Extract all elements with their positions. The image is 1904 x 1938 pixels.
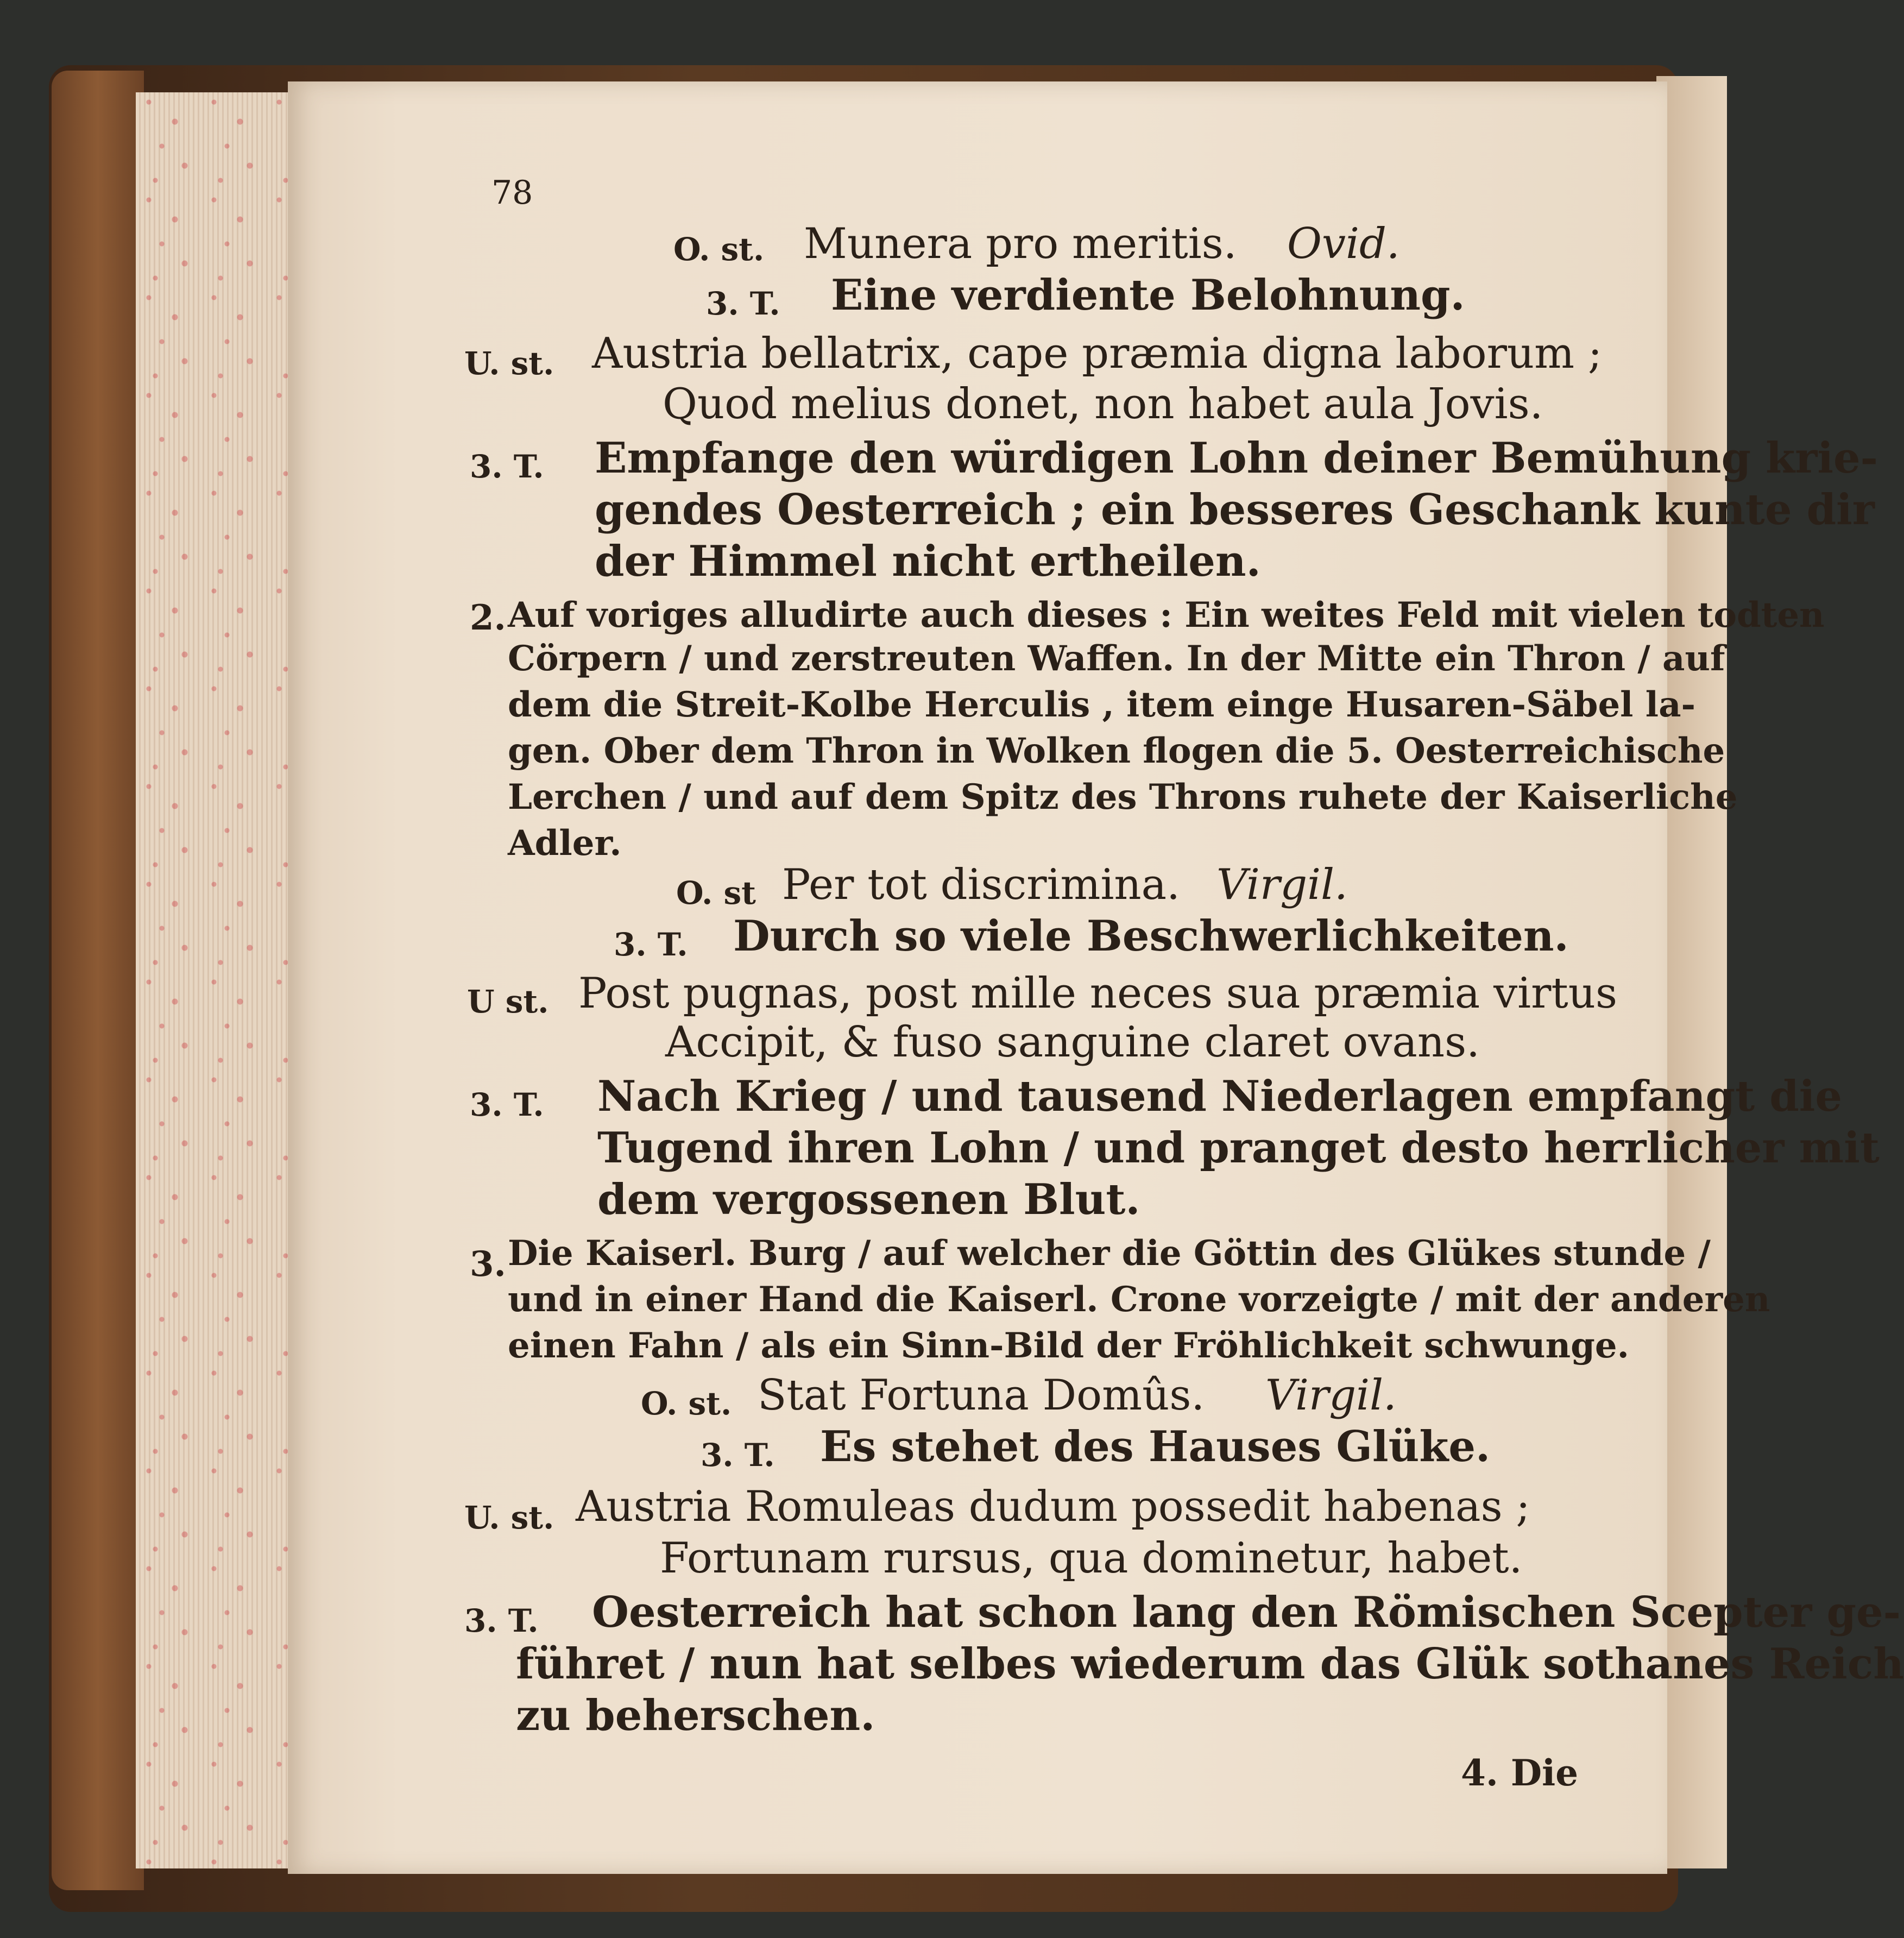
motto-label: O. st. bbox=[641, 1385, 732, 1422]
translation-text: Es stehet des Hauses Glüke. bbox=[820, 1422, 1491, 1471]
verse-line: Austria bellatrix, cape præmia digna laborum ; bbox=[592, 329, 1603, 378]
verse-line: Post pugnas, post mille neces sua præmia virtus bbox=[578, 969, 1617, 1018]
motto-text: Stat Fortuna Domûs. bbox=[758, 1371, 1205, 1420]
translation-label: 3. T. bbox=[470, 448, 544, 485]
translation-line: der Himmel nicht ertheilen. bbox=[595, 537, 1261, 586]
verse-label: U. st. bbox=[464, 345, 554, 382]
page-number: 78 bbox=[491, 174, 533, 212]
verse-label: U st. bbox=[467, 983, 549, 1020]
emblem-number: 3. bbox=[470, 1244, 506, 1285]
description-line: und in einer Hand die Kaiserl. Crone vorzeigte / mit der anderen bbox=[508, 1279, 1770, 1320]
description-line: einen Fahn / als ein Sinn-Bild der Fröhlichkeit schwunge. bbox=[508, 1325, 1629, 1366]
motto-author: Virgil. bbox=[1216, 860, 1348, 909]
translation-line: zu beherschen. bbox=[516, 1691, 875, 1740]
description-line: Lerchen / und auf dem Spitz des Throns ruhete der Kaiserliche bbox=[508, 777, 1738, 817]
verse-line: Quod melius donet, non habet aula Jovis. bbox=[663, 380, 1543, 429]
verse-line: Accipit, & fuso sanguine claret ovans. bbox=[665, 1018, 1480, 1067]
translation-line: dem vergossenen Blut. bbox=[597, 1175, 1140, 1224]
description-line: Cörpern / und zerstreuten Waffen. In der Mitte ein Thron / auf bbox=[508, 638, 1725, 679]
translation-label: 3. T. bbox=[701, 1437, 775, 1474]
translation-line: Tugend ihren Lohn / und pranget desto herrlicher mit bbox=[597, 1123, 1880, 1173]
translation-line: Nach Krieg / und tausend Niederlagen empfangt die bbox=[597, 1072, 1843, 1121]
translation-label: 3. T. bbox=[470, 1086, 544, 1123]
book-spine bbox=[52, 71, 144, 1890]
motto-author: Virgil. bbox=[1265, 1371, 1397, 1420]
emblem-number: 2. bbox=[470, 597, 506, 638]
translation-label: 3. T. bbox=[614, 926, 688, 963]
description-line: Die Kaiserl. Burg / auf welcher die Göttin des Glükes stunde / bbox=[508, 1233, 1711, 1274]
translation-label: 3. T. bbox=[464, 1602, 539, 1639]
translation-label: 3. T. bbox=[706, 285, 780, 322]
motto-label: O. st. bbox=[673, 231, 765, 268]
description-line: dem die Streit-Kolbe Herculis , item einge Husaren-Säbel la- bbox=[508, 684, 1696, 725]
translation-line: führet / nun hat selbes wiederum das Glük sothanes Reich bbox=[516, 1639, 1904, 1689]
description-line: gen. Ober dem Thron in Wolken flogen die 5. Oesterreichische bbox=[508, 731, 1725, 771]
verse-line: Austria Romuleas dudum possedit habenas ; bbox=[576, 1482, 1530, 1531]
motto-author: Ovid. bbox=[1287, 219, 1400, 268]
verse-line: Fortunam rursus, qua dominetur, habet. bbox=[660, 1534, 1523, 1583]
translation-text: Durch so viele Beschwerlichkeiten. bbox=[733, 911, 1569, 961]
motto-text: Munera pro meritis. bbox=[804, 219, 1237, 268]
translation-text: Eine verdiente Belohnung. bbox=[831, 270, 1465, 320]
description-line: Adler. bbox=[508, 823, 622, 864]
page-edges bbox=[136, 92, 293, 1868]
verse-label: U. st. bbox=[464, 1499, 554, 1536]
translation-line: Empfange den würdigen Lohn deiner Bemühung krie- bbox=[595, 433, 1878, 483]
motto-text: Per tot discrimina. bbox=[782, 860, 1180, 909]
catchword: 4. Die bbox=[1461, 1752, 1579, 1794]
description-line: Auf voriges alludirte auch dieses : Ein weites Feld mit vielen todten bbox=[508, 595, 1825, 635]
motto-label: O. st bbox=[676, 874, 756, 911]
translation-line: gendes Oesterreich ; ein besseres Geschank kunte dir bbox=[595, 485, 1875, 534]
translation-line: Oesterreich hat schon lang den Römischen Scepter ge- bbox=[592, 1588, 1901, 1637]
